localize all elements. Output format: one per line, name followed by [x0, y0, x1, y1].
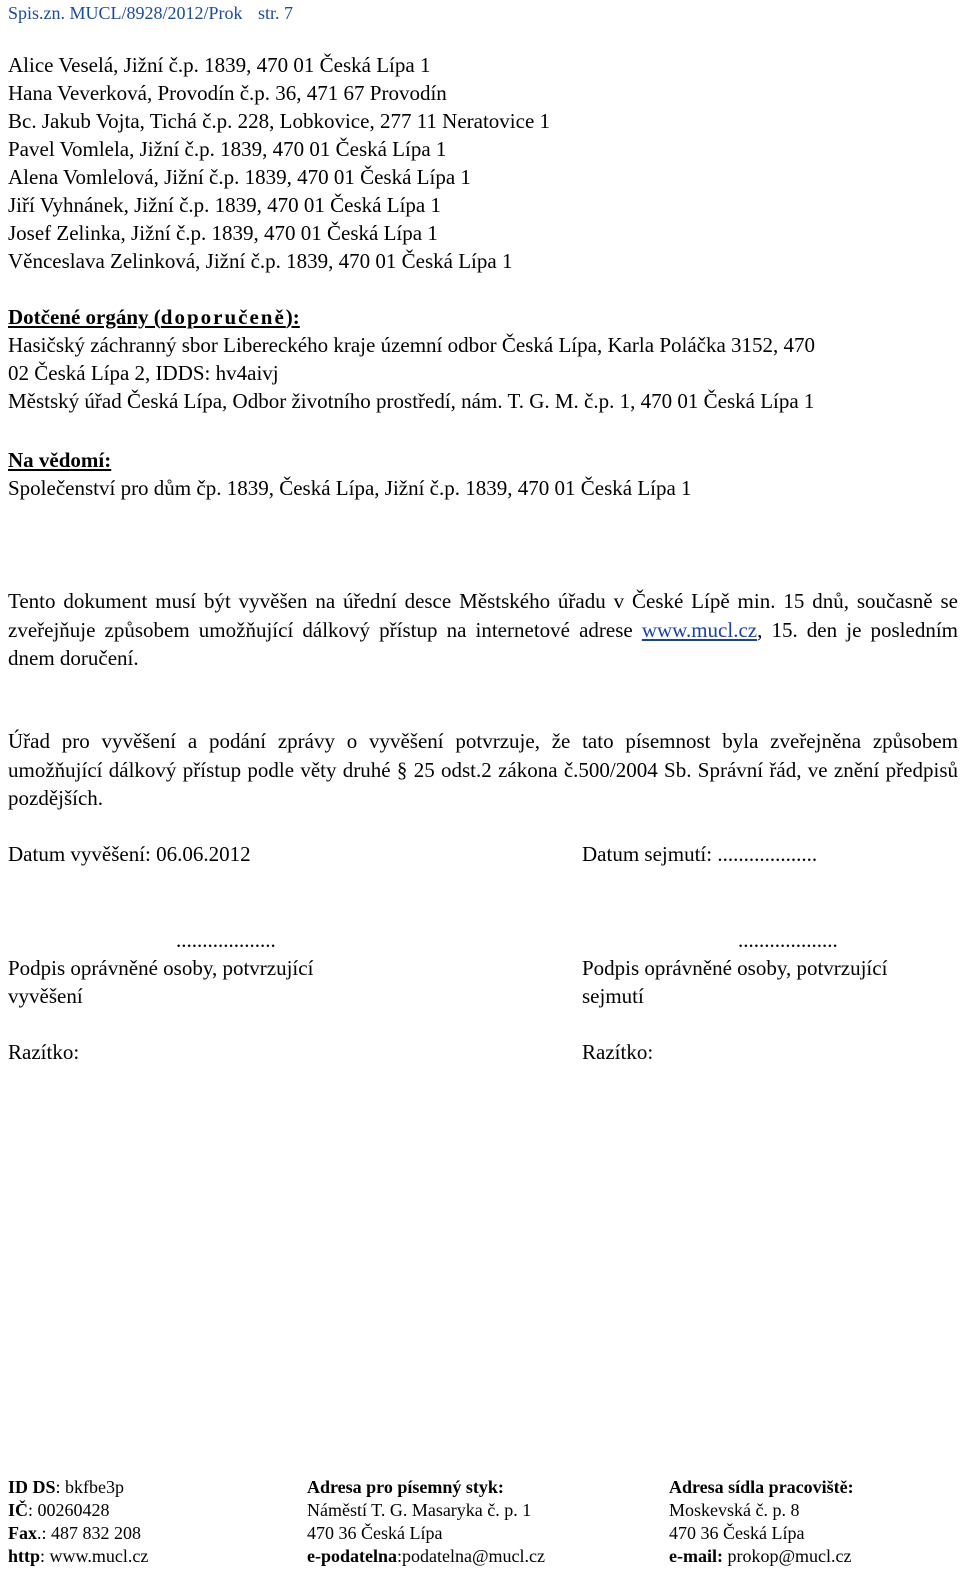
http-value: : www.mucl.cz: [40, 1546, 149, 1566]
addressee-line: Alena Vomlelová, Jižní č.p. 1839, 470 01 Česká Lípa 1: [8, 165, 471, 189]
footer-contacts: [8, 1476, 148, 1568]
mailing-street: Náměstí T. G. Masaryka č. p. 1: [307, 1500, 532, 1520]
office-city: 470 36 Česká Lípa: [669, 1523, 805, 1543]
affected-authorities-section: [8, 303, 815, 415]
signature-label: Podpis oprávněné osoby, potvrzující: [582, 956, 888, 980]
addressee-line: Věnceslava Zelinková, Jižní č.p. 1839, 470 01 Česká Lípa 1: [8, 249, 513, 273]
page-number: str. 7: [258, 3, 294, 23]
ic-value: : 00260428: [28, 1500, 110, 1520]
authority-line: Městský úřad Česká Lípa, Odbor životního prostředí, nám. T. G. M. č.p. 1, 470 01 Česká Lípa 1: [8, 389, 815, 413]
addressee-line: Pavel Vomlela, Jižní č.p. 1839, 470 01 Česká Lípa 1: [8, 137, 447, 161]
for-information-section: [8, 446, 692, 502]
authority-line: Hasičský záchranný sbor Libereckého kraje územní odbor Česká Lípa, Karla Poláčka 3152, 470: [8, 333, 816, 357]
epodatelna-value: :podatelna@mucl.cz: [397, 1546, 546, 1566]
footer-mailing-address: [307, 1476, 545, 1568]
confirmation-paragraph: Úřad pro vyvěšení a podání zprávy o vyvěšení potvrzuje, že tato písemnost byla zveřejněna způsobem umožňující dálkový přístup podle věty druhé § 25 odst.2 zákona č.500/2004 Sb. Správní řád, ve znění předpisů pozdějších.: [8, 729, 958, 810]
fax-value: .: 487 832 208: [37, 1523, 142, 1543]
data-box-value: : bkfbe3p: [55, 1477, 124, 1497]
removal-date: Datum sejmutí: ...................: [582, 842, 818, 866]
addressee-line: Alice Veselá, Jižní č.p. 1839, 470 01 Česká Lípa 1: [8, 53, 431, 77]
posting-date: Datum vyvěšení: 06.06.2012: [8, 842, 251, 866]
for-information-line: Společenství pro dům čp. 1839, Česká Lípa, Jižní č.p. 1839, 470 01 Česká Lípa 1: [8, 476, 692, 500]
signature-label-cont: sejmutí: [582, 984, 644, 1008]
addressee-line: Josef Zelinka, Jižní č.p. 1839, 470 01 Česká Lípa 1: [8, 221, 438, 245]
website-link[interactable]: www.mucl.cz: [641, 617, 758, 642]
for-information-heading: Na vědomí:: [8, 448, 112, 472]
addressee-line: Jiří Vyhnánek, Jižní č.p. 1839, 470 01 Česká Lípa 1: [8, 193, 441, 217]
mailing-address-heading: Adresa pro písemný styk:: [307, 1477, 504, 1497]
mailing-city: 470 36 Česká Lípa: [307, 1523, 443, 1543]
signature-block-removal: [582, 926, 887, 1066]
signature-label: Podpis oprávněné osoby, potvrzující: [8, 956, 314, 980]
addressee-list: [8, 51, 550, 275]
ic-label: IČ: [8, 1500, 29, 1520]
email-value: prokop@mucl.cz: [722, 1546, 852, 1566]
office-address-heading: Adresa sídla pracoviště:: [669, 1477, 854, 1497]
stamp-label: Razítko:: [582, 1040, 654, 1064]
fax-label: Fax: [8, 1523, 37, 1543]
signature-label-cont: vyvěšení: [8, 984, 83, 1008]
epodatelna-label: e-podatelna: [307, 1546, 397, 1566]
authority-line: 02 Česká Lípa 2, IDDS: hv4aivj: [8, 361, 279, 385]
office-street: Moskevská č. p. 8: [669, 1500, 800, 1520]
email-label: e-mail:: [669, 1546, 723, 1566]
document-header: [8, 0, 948, 26]
posting-paragraph: Tento dokument musí být vyvěšen na úřední desce Městského úřadu v České Lípě min. 15 dnů, současně se zveřejňuje způsobem umožňující dálkový přístup na internetové adrese www.mucl.cz, 15. den je posledním dnem doručení.: [8, 589, 958, 670]
file-reference: Spis.zn. MUCL/8928/2012/Prok: [8, 3, 243, 23]
signature-dots: ...................: [738, 928, 838, 952]
http-label: http: [8, 1546, 41, 1566]
stamp-label: Razítko:: [8, 1040, 80, 1064]
affected-authorities-heading: Dotčené orgány (doporučeně):: [8, 305, 300, 329]
footer-office-address: [669, 1476, 854, 1568]
signature-block-posting: [8, 926, 313, 1066]
addressee-line: Bc. Jakub Vojta, Tichá č.p. 228, Lobkovice, 277 11 Neratovice 1: [8, 109, 551, 133]
addressee-line: Hana Veverková, Provodín č.p. 36, 471 67 Provodín: [8, 81, 447, 105]
data-box-label: ID DS: [8, 1477, 56, 1497]
signature-dots: ...................: [176, 928, 276, 952]
